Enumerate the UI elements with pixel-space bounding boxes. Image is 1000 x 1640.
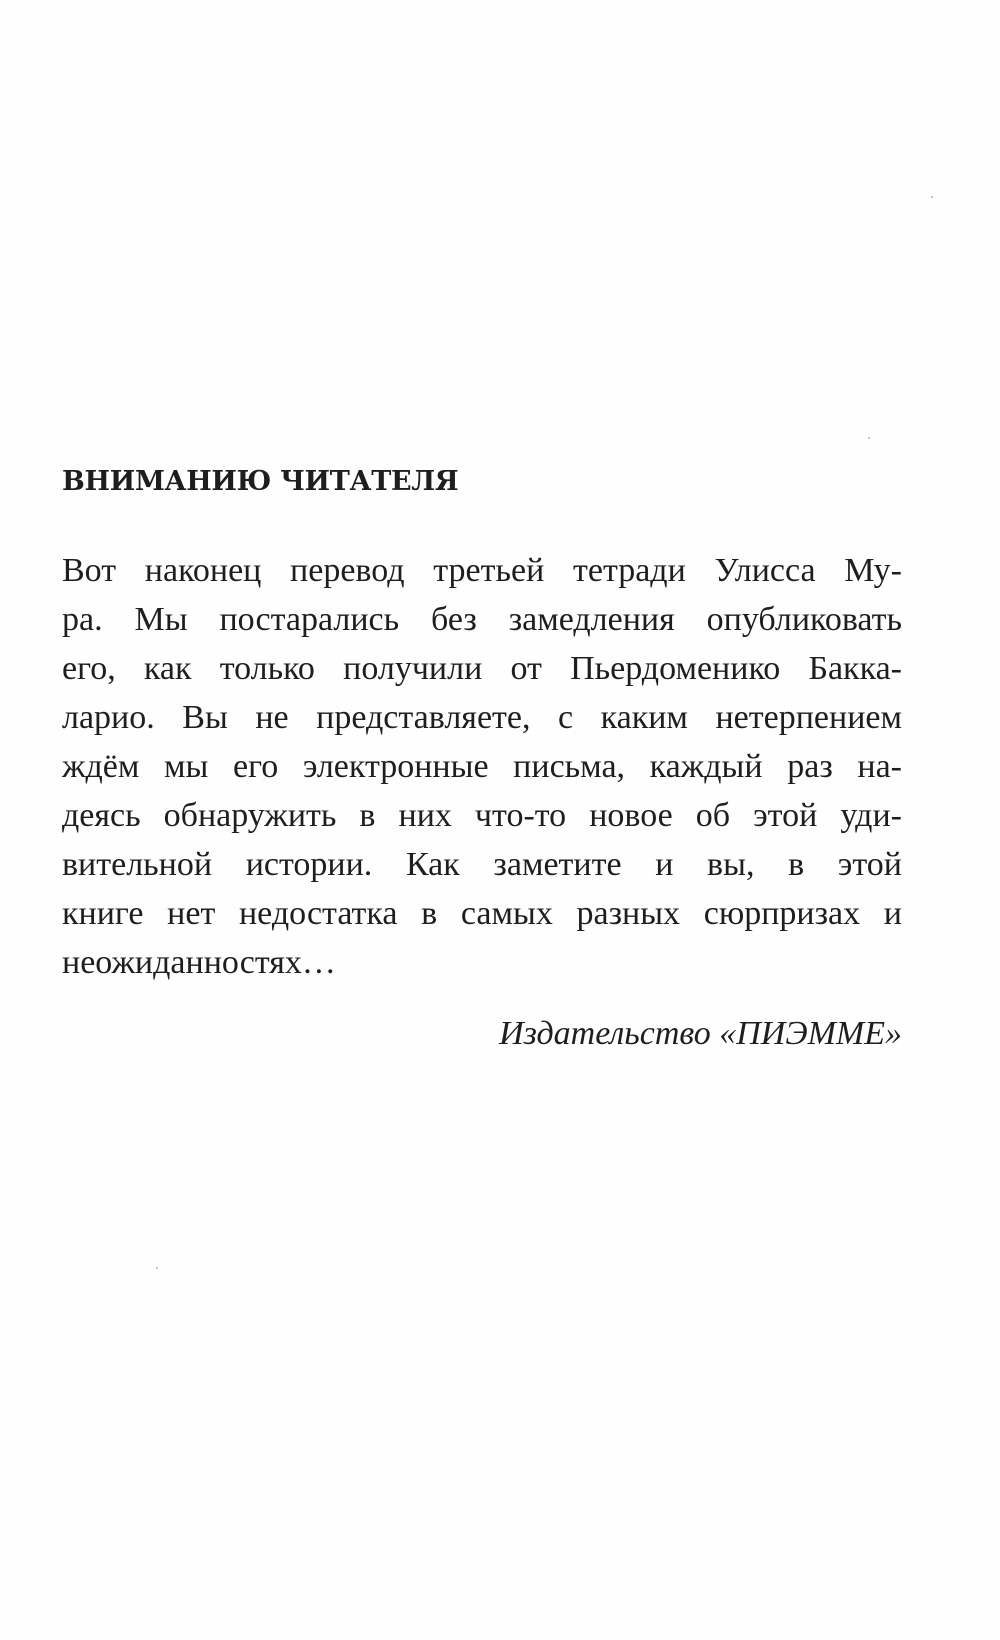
paper-speck <box>156 1267 158 1269</box>
paragraph-line: ждём мы его электронные письма, каждый раз на- <box>62 748 902 785</box>
paragraph-line: его, как только получили от Пьердоменико Бакка- <box>62 650 902 687</box>
paragraph-line: книге нет недостатка в самых разных сюрпризах и <box>62 895 902 932</box>
publisher-signature: Издательство «ПИЭММЕ» <box>499 1015 902 1052</box>
paper-speck <box>931 196 933 198</box>
paragraph-line: неожиданностях… <box>62 944 336 981</box>
paragraph-line: деясь обнаружить в них что-то новое об этой уди- <box>62 797 902 834</box>
paragraph-line: Вот наконец перевод третьей тетради Улисса Му- <box>62 552 902 589</box>
paragraph-line: ларио. Вы не представляете, с каким нетерпением <box>62 699 902 736</box>
body-paragraph <box>62 546 902 987</box>
paper-speck <box>868 437 870 439</box>
paragraph-line: вительной истории. Как заметите и вы, в этой <box>62 846 902 883</box>
paragraph-line: ра. Мы постарались без замедления опубликовать <box>62 601 902 638</box>
page-heading: ВНИМАНИЮ ЧИТАТЕЛЯ <box>62 466 459 497</box>
